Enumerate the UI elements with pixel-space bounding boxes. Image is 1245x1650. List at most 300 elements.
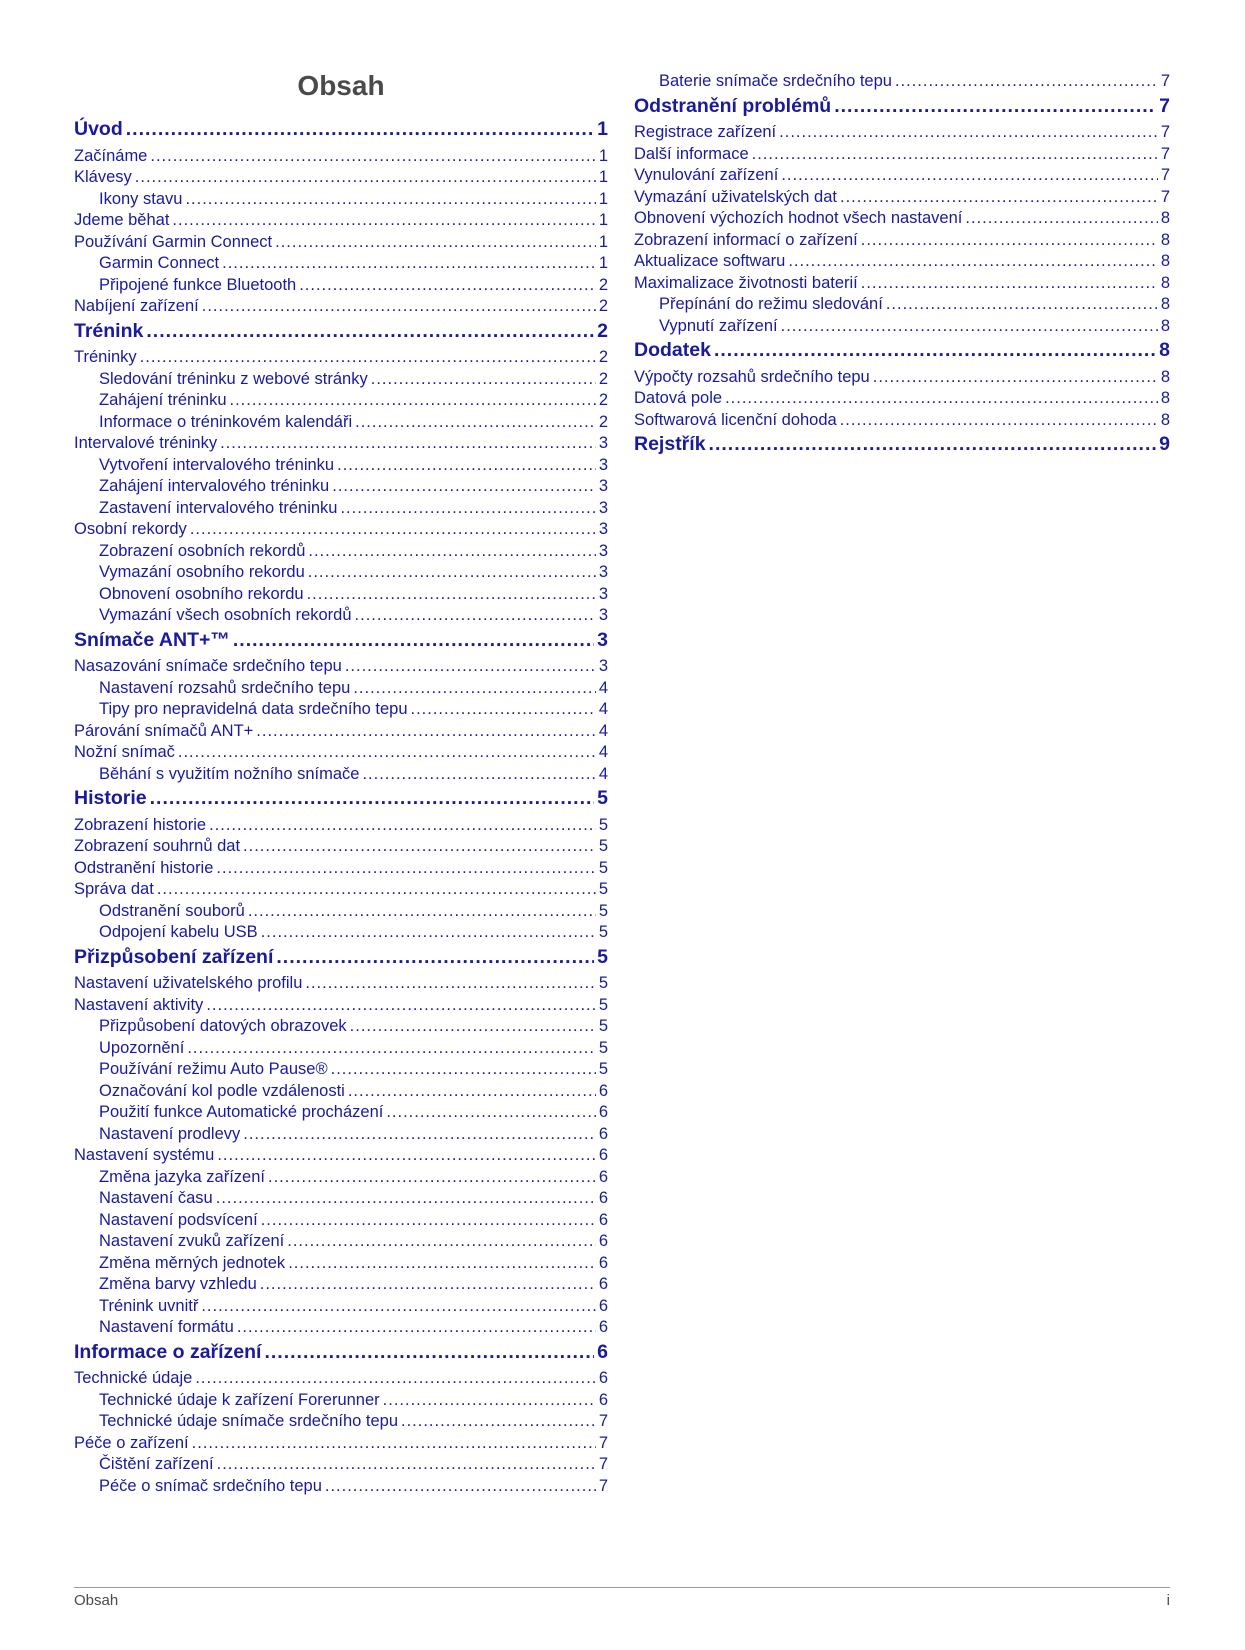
toc-entry-link[interactable] [74,1318,608,1340]
toc-dot-leader [788,252,1157,271]
toc-entry-title: Použití funkce Automatické procházení [99,1103,384,1121]
toc-dot-leader [222,254,596,273]
toc-dot-leader [216,1189,596,1208]
toc-page-number: 5 [598,837,608,855]
toc-section-link[interactable] [74,118,608,144]
toc-entry-title: Historie [74,787,147,809]
toc-entry-link[interactable] [74,1297,608,1319]
toc-dot-leader [275,233,596,252]
toc-entry-link[interactable] [74,1391,608,1413]
toc-entry-link[interactable] [74,859,608,881]
toc-page-number: 2 [597,319,608,342]
toc-dot-leader [261,923,596,942]
toc-page-number: 6 [598,1296,608,1315]
toc-dot-leader [172,211,595,230]
toc-dot-leader [237,1318,596,1337]
toc-dot-leader [331,1060,596,1079]
toc-dot-leader [362,765,595,784]
toc-entry-title: Používání Garmin Connect [74,232,273,251]
toc-entry-title: Softwarová licenční dohoda [634,410,837,429]
toc-page-number: 3 [598,584,608,603]
toc-entry-title: Nastavení formátu [99,1318,234,1336]
toc-dot-leader [233,629,594,652]
toc-entry-title: Obnovení osobního rekordu [99,584,304,603]
toc-entry-title: Technické údaje [74,1369,193,1387]
toc-entry-link[interactable] [74,190,608,212]
toc-entry-link[interactable] [74,1168,608,1190]
toc-dot-leader [217,1146,596,1165]
toc-dot-leader [299,276,596,295]
toc-page-number: 8 [1160,389,1170,407]
toc-page-number: 6 [598,1369,608,1387]
toc-page-number: 5 [598,815,608,834]
toc-page-number: 4 [598,743,608,761]
toc-entry-link[interactable] [74,563,608,585]
toc-entry-link[interactable] [74,542,608,564]
toc-page-number: 5 [598,901,608,920]
toc-entry-link[interactable] [634,231,1170,253]
toc-dot-leader [268,1168,596,1187]
toc-dot-leader [178,743,596,762]
toc-page-number: 1 [598,254,608,272]
toc-entry-title: Tipy pro nepravidelná data srdečního tepu [99,700,408,718]
toc-entry-link[interactable] [74,1211,608,1233]
footer-divider [74,1587,1170,1588]
toc-section-link[interactable] [74,320,608,346]
toc-dot-leader [834,95,1156,118]
toc-entry-link[interactable] [74,722,608,744]
toc-entry-title: Datová pole [634,389,723,407]
toc-dot-leader [308,542,595,561]
toc-entry-link[interactable] [74,434,608,456]
toc-dot-leader [840,411,1158,430]
toc-entry-title: Baterie snímače srdečního tepu [659,72,892,90]
toc-entry-link[interactable] [74,585,608,607]
toc-page-number: 6 [598,1210,608,1229]
toc-dot-leader [886,295,1158,314]
toc-page-number: 3 [598,520,608,538]
toc-entry-title: Správa dat [74,880,154,898]
toc-entry-title: Aktualizace softwaru [634,252,786,270]
toc-page-number: 3 [598,541,608,560]
toc-entry-title: Nastavení uživatelského profilu [74,974,303,992]
footer-section-label: Obsah [74,1592,119,1609]
toc-page-number: 3 [598,498,608,517]
toc-entry-title: Vymazání všech osobních rekordů [99,606,352,624]
toc-dot-leader [220,434,596,453]
toc-page-number: 6 [598,1146,608,1164]
toc-entry-title: Zobrazení souhrnů dat [74,837,241,855]
toc-dot-leader [150,147,595,166]
toc-page-number: 8 [1160,316,1170,335]
toc-page-number: 7 [1160,123,1170,141]
toc-dot-leader [332,477,596,496]
toc-page-number: 8 [1160,230,1170,249]
toc-entry-title: Dodatek [634,339,711,361]
toc-entry-link[interactable] [74,1455,608,1477]
toc-entry-link[interactable] [74,1039,608,1061]
toc-dot-leader [276,946,594,969]
toc-section-link[interactable] [634,433,1170,459]
toc-page-number: 5 [598,1060,608,1078]
toc-page-number: 1 [598,146,608,165]
toc-entry-link[interactable] [634,274,1170,296]
toc-entry-title: Zobrazení historie [74,815,207,834]
toc-entry-link[interactable] [74,413,608,435]
toc-entry-link[interactable] [634,252,1170,274]
toc-entry-link[interactable] [74,1146,608,1168]
toc-page-number: 7 [598,1455,608,1473]
toc-entry-link[interactable] [74,1275,608,1297]
toc-entry-title: Sledování tréninku z webové stránky [99,369,368,388]
toc-entry-link[interactable] [74,996,608,1018]
toc-entry-link[interactable] [74,168,608,190]
toc-dot-leader [157,880,596,899]
toc-entry-link[interactable] [74,743,608,765]
toc-entry-title: Změna barvy vzhledu [99,1275,257,1293]
toc-dot-leader [201,1297,595,1316]
toc-section-link[interactable] [634,339,1170,365]
toc-page-number: 3 [597,628,608,651]
toc-entry-link[interactable] [634,166,1170,188]
toc-entry-link[interactable] [634,317,1170,339]
toc-entry-link[interactable] [634,123,1170,145]
toc-page-number: 8 [1160,209,1170,227]
toc-entry-title: Vypnutí zařízení [659,316,778,335]
toc-entry-link[interactable] [74,1254,608,1276]
toc-page-number: 5 [598,858,608,877]
toc-page-number: 6 [598,1167,608,1186]
toc-entry-title: Trénink uvnitř [99,1296,199,1315]
toc-entry-link[interactable] [74,211,608,233]
toc-entry-title: Nastavení rozsahů srdečního tepu [99,678,351,697]
toc-page-number: 3 [598,606,608,624]
toc-dot-leader [185,190,595,209]
toc-page-number: 4 [598,700,608,718]
toc-dot-leader [243,1125,596,1144]
toc-dot-leader [355,413,596,432]
toc-entry-link[interactable] [74,923,608,945]
toc-entry-title: Čištění zařízení [99,1455,214,1473]
toc-entry-title: Klávesy [74,168,132,186]
toc-dot-leader [146,320,594,343]
toc-page-number: 6 [598,1081,608,1100]
toc-page-number: 8 [1159,339,1170,361]
toc-entry-link[interactable] [74,254,608,276]
toc-entry-title: Nastavení času [99,1189,213,1207]
toc-entry-title: Přizpůsobení datových obrazovek [99,1017,347,1035]
toc-section-link[interactable] [74,629,608,655]
toc-page-number: 4 [598,764,608,783]
toc-page-number: 7 [1160,144,1170,163]
toc-entry-link[interactable] [634,188,1170,210]
toc-dot-leader [781,166,1158,185]
toc-dot-leader [140,348,596,367]
toc-entry-title: Technické údaje k zařízení Forerunner [99,1390,380,1409]
toc-dot-leader [308,563,596,582]
toc-dot-leader [781,317,1158,336]
toc-page-number: 1 [598,232,608,251]
toc-entry-title: Garmin Connect [99,254,220,272]
toc-page-number: 8 [1160,410,1170,429]
toc-page-number: 8 [1160,367,1170,386]
toc-page-number: 6 [598,1189,608,1207]
toc-entry-link[interactable] [74,1082,608,1104]
toc-entry-title: Přepínání do režimu sledování [659,295,883,313]
toc-page-number: 6 [598,1318,608,1336]
toc-entry-title: Zobrazení osobních rekordů [99,541,306,560]
toc-entry-title: Další informace [634,144,749,163]
toc-entry-title: Odstranění historie [74,858,214,877]
toc-dot-leader [187,1039,596,1058]
toc-page-number: 7 [598,1476,608,1495]
toc-dot-leader [411,700,596,719]
toc-entry-title: Běhání s využitím nožního snímače [99,764,360,783]
toc-page-number: 5 [598,1038,608,1057]
toc-page-number: 1 [598,189,608,208]
toc-entry-link[interactable] [74,391,608,413]
toc-section-link[interactable] [74,946,608,972]
toc-entry-title: Nožní snímač [74,743,175,761]
toc-entry-link[interactable] [74,276,608,298]
toc-page-number: 2 [598,369,608,388]
toc-page-number: 7 [598,1433,608,1452]
toc-entry-title: Odstranění souborů [99,901,245,920]
toc-entry-link[interactable] [74,657,608,679]
toc-page-number: 5 [598,923,608,941]
toc-page-number: 6 [598,1232,608,1250]
toc-section-link[interactable] [74,787,608,813]
toc-entry-title: Informace o zařízení [74,1340,262,1363]
toc-dot-leader [709,433,1157,456]
toc-dot-leader [264,1341,594,1364]
toc-page-number: 7 [1160,187,1170,206]
toc-dot-leader [216,859,595,878]
toc-entry-link[interactable] [74,606,608,628]
toc-entry-link[interactable] [74,679,608,701]
toc-entry-title: Nastavení systému [74,1146,215,1164]
toc-page-number: 6 [598,1103,608,1121]
toc-dot-leader [752,145,1158,164]
page-title: Obsah [297,70,385,101]
toc-entry-title: Technické údaje snímače srdečního tepu [99,1412,399,1430]
toc-page-number: 5 [597,787,608,809]
toc-page-number: 6 [597,1340,608,1363]
toc-dot-leader [202,297,596,316]
toc-dot-leader [150,787,595,810]
toc-entry-title: Zahájení intervalového tréninku [99,477,330,495]
toc-page-number: 3 [598,434,608,452]
toc-entry-title: Připojené funkce Bluetooth [99,275,297,294]
toc-section-link[interactable] [74,1341,608,1367]
toc-entry-title: Trénink [74,319,144,342]
toc-page-number: 6 [598,1390,608,1409]
toc-entry-link[interactable] [634,209,1170,231]
toc-dot-leader [325,1477,596,1496]
toc-dot-leader [345,657,596,676]
toc-entry-link[interactable] [74,456,608,478]
toc-entry-title: Tréninky [74,348,137,366]
toc-entry-link[interactable] [74,816,608,838]
toc-entry-title: Nabíjení zařízení [74,297,199,315]
toc-page-number: 8 [1160,273,1170,292]
toc-entry-link[interactable] [74,348,608,370]
toc-entry-title: Informace o tréninkovém kalendáři [99,412,353,431]
toc-dot-leader [190,520,596,539]
toc-entry-title: Vymazání osobního rekordu [99,563,305,581]
toc-page-number: 7 [598,1412,608,1430]
toc-dot-leader [307,585,596,604]
toc-page-number: 8 [1160,252,1170,270]
toc-entry-link[interactable] [74,700,608,722]
toc-entry-title: Osobní rekordy [74,520,187,538]
toc-entry-title: Upozornění [99,1038,185,1057]
toc-entry-link[interactable] [74,1412,608,1434]
toc-dot-leader [192,1434,596,1453]
toc-dot-leader [217,1455,596,1474]
toc-dot-leader [725,389,1158,408]
toc-entry-link[interactable] [74,520,608,542]
toc-entry-link[interactable] [74,1434,608,1456]
toc-dot-leader [288,1254,596,1273]
toc-page-number: 5 [597,945,608,968]
toc-dot-leader [861,231,1158,250]
toc-dot-leader [371,370,596,389]
toc-dot-leader [206,996,596,1015]
toc-page-number: 7 [1159,94,1170,117]
toc-entry-title: Zastavení intervalového tréninku [99,498,338,517]
toc-entry-link[interactable] [74,837,608,859]
toc-page-number: 3 [598,455,608,474]
toc-dot-leader [840,188,1158,207]
toc-dot-leader [340,499,595,518]
toc-page-number: 6 [598,1253,608,1272]
toc-page-number: 6 [598,1275,608,1293]
toc-entry-link[interactable] [74,974,608,996]
toc-dot-leader [261,1211,596,1230]
toc-entry-link[interactable] [74,1189,608,1211]
toc-dot-leader [383,1391,596,1410]
toc-entry-title: Péče o snímač srdečního tepu [99,1476,322,1495]
toc-page-number: 8 [1160,295,1170,313]
toc-entry-title: Párování snímačů ANT+ [74,721,254,740]
toc-entry-title: Péče o zařízení [74,1433,189,1452]
toc-page-number: 7 [1160,72,1170,90]
toc-dot-leader [401,1412,596,1431]
toc-page-number: 2 [598,348,608,366]
toc-dot-leader [243,837,596,856]
toc-dot-leader [195,1369,595,1388]
toc-dot-leader [873,368,1158,387]
toc-entry-title: Označování kol podle vzdálenosti [99,1081,345,1100]
toc-entry-title: Registrace zařízení [634,123,777,141]
toc-entry-title: Odpojení kabelu USB [99,923,258,941]
toc-entry-link[interactable] [634,72,1170,94]
toc-entry-link[interactable] [74,1125,608,1147]
toc-page-number: 7 [1160,166,1170,184]
toc-entry-link[interactable] [74,765,608,787]
toc-dot-leader [135,168,596,187]
toc-entry-title: Intervalové tréninky [74,434,218,452]
toc-dot-leader [337,456,596,475]
toc-entry-link[interactable] [74,1369,608,1391]
toc-entry-title: Zobrazení informací o zařízení [634,230,858,249]
toc-entry-link[interactable] [634,411,1170,433]
toc-page-number: 2 [598,275,608,294]
toc-dot-leader [287,1232,596,1251]
toc-entry-link[interactable] [634,368,1170,390]
toc-dot-leader [260,1275,596,1294]
toc-entry-title: Nasazování snímače srdečního tepu [74,657,342,675]
toc-entry-title: Rejstřík [634,433,706,455]
toc-dot-leader [386,1103,595,1122]
toc-entry-title: Změna jazyka zařízení [99,1167,265,1186]
toc-dot-leader [348,1082,596,1101]
toc-entry-link[interactable] [74,1017,608,1039]
toc-entry-link[interactable] [74,880,608,902]
toc-entry-title: Vynulování zařízení [634,166,779,184]
toc-page-number: 2 [598,391,608,409]
toc-entry-title: Ikony stavu [99,189,183,208]
toc-page-number: 1 [597,118,608,140]
toc-entry-link[interactable] [74,1103,608,1125]
toc-entry-title: Úvod [74,118,123,140]
toc-page-number: 1 [598,168,608,186]
toc-dot-leader [355,606,596,625]
toc-page-number: 6 [598,1124,608,1143]
toc-entry-title: Vytvoření intervalového tréninku [99,455,335,474]
toc-entry-title: Zahájení tréninku [99,391,227,409]
toc-section-link[interactable] [634,95,1170,121]
toc-entry-link[interactable] [634,145,1170,167]
toc-entry-title: Začínáme [74,146,148,165]
toc-entry-title: Vymazání uživatelských dat [634,187,837,206]
toc-dot-leader [230,391,596,410]
toc-entry-link[interactable] [74,370,608,392]
toc-entry-title: Výpočty rozsahů srdečního tepu [634,367,870,386]
toc-page-number: 1 [598,211,608,229]
toc-page-number: 5 [598,1017,608,1035]
toc-dot-leader [350,1017,596,1036]
toc-entry-link[interactable] [74,902,608,924]
toc-entry-link[interactable] [74,233,608,255]
toc-entry-link[interactable] [74,1477,608,1499]
toc-page-number: 4 [598,721,608,740]
toc-entry-link[interactable] [74,147,608,169]
toc-page-number: 5 [598,974,608,992]
toc-entry-link[interactable] [74,1060,608,1082]
toc-entry-link[interactable] [74,477,608,499]
toc-page-number: 5 [598,880,608,898]
toc-dot-leader [305,974,595,993]
toc-entry-link[interactable] [74,297,608,319]
toc-page-number: 3 [598,657,608,675]
toc-entry-title: Změna měrných jednotek [99,1253,286,1272]
toc-entry-link[interactable] [634,295,1170,317]
toc-page-number: 5 [598,995,608,1014]
toc-entry-link[interactable] [74,1232,608,1254]
toc-entry-link[interactable] [74,499,608,521]
toc-entry-title: Nastavení zvuků zařízení [99,1232,285,1250]
toc-dot-leader [861,274,1158,293]
toc-entry-title: Jdeme běhat [74,211,170,229]
toc-dot-leader [714,339,1156,362]
toc-entry-link[interactable] [634,389,1170,411]
toc-entry-title: Nastavení podsvícení [99,1210,258,1229]
toc-dot-leader [209,816,596,835]
toc-entry-title: Nastavení prodlevy [99,1124,241,1143]
toc-entry-title: Maximalizace životnosti baterií [634,273,858,292]
